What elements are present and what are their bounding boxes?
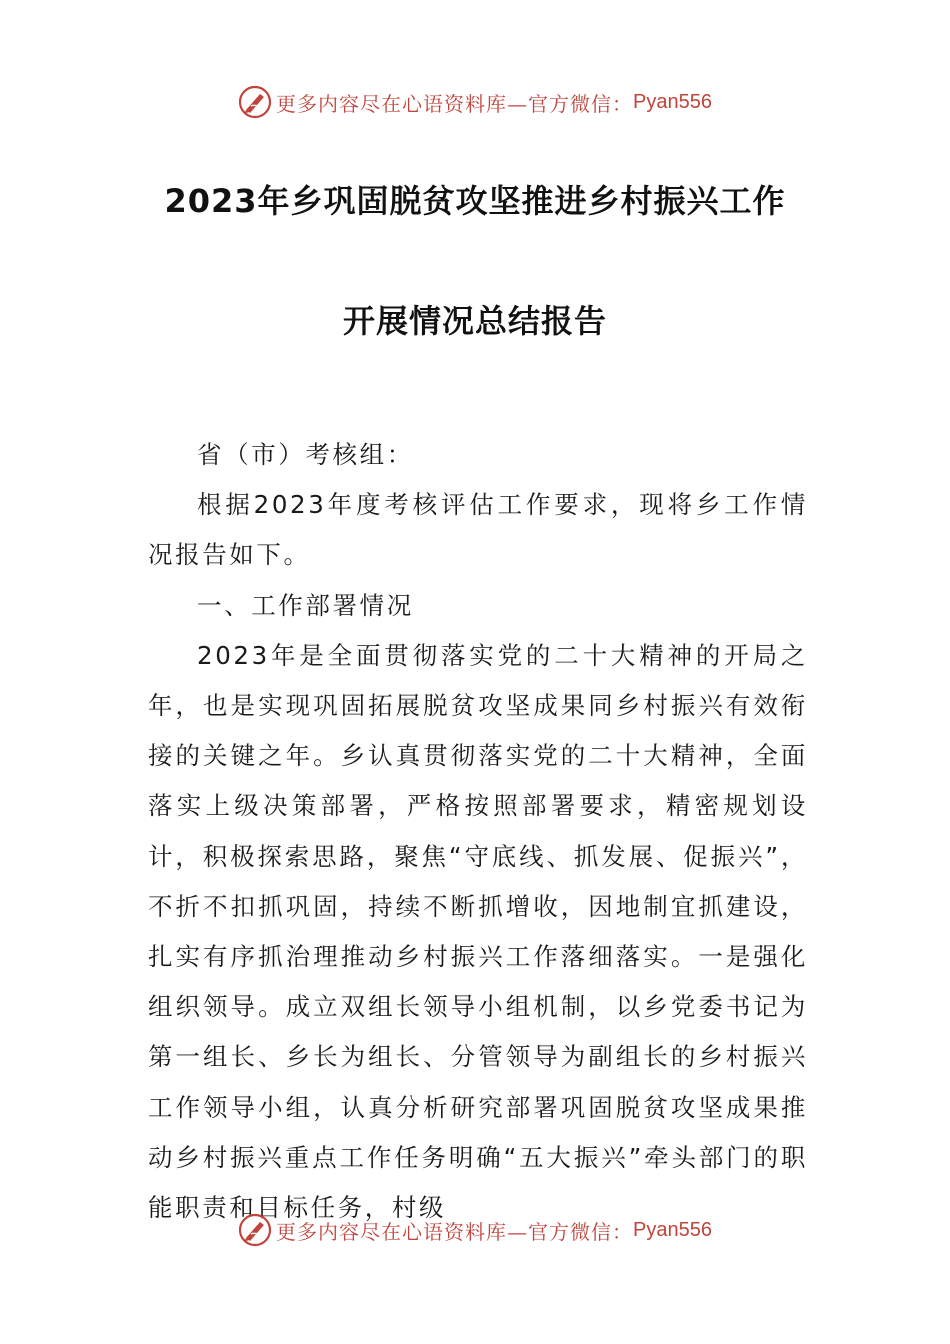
pen-logo-icon bbox=[238, 85, 272, 119]
watermark-footer bbox=[0, 1210, 950, 1250]
section-paragraph: 2023年是全面贯彻落实党的二十大精神的开局之年，也是实现巩固拓展脱贫攻坚成果同乡村振兴有效衔接的关键之年。乡认真贯彻落实党的二十大精神，全面落实上级决策部署，严格按照部署要求，精密规划设计，积极探索思路，聚焦“守底线、抓发展、促振兴”，不折不扣抓巩固，持续不断抓增收，因地制宜抓建设，扎实有序抓治理推动乡村振兴工作落细落实。一是强化组织领导。成立双组长领导小组机制，以乡党委书记为第一组长、乡长为组长、分管领导为副组长的乡村振兴工作领导小组，认真分析研究部署巩固脱贫攻坚成果推动乡村振兴重点工作任务明确“五大振兴”牵头部门的职能职责和目标任务，村级 bbox=[148, 640, 808, 1223]
watermark-wechat-id: Pyan556 bbox=[633, 1218, 712, 1241]
watermark-text: 更多内容尽在心语资料库—官方微信： bbox=[276, 91, 634, 116]
document-body bbox=[148, 430, 808, 1233]
document-title-line2: 开展情况总结报告 bbox=[342, 302, 607, 340]
watermark-wechat-id: Pyan556 bbox=[633, 90, 712, 113]
section-heading: 一、工作部署情况 bbox=[197, 590, 414, 620]
watermark-text: 更多内容尽在心语资料库—官方微信： bbox=[276, 1219, 634, 1244]
watermark-header bbox=[0, 82, 950, 122]
document-title-line1: 2023年乡巩固脱贫攻坚推进乡村振兴工作 bbox=[164, 182, 786, 220]
intro-paragraph: 根据2023年度考核评估工作要求，现将乡工作情况报告如下。 bbox=[148, 490, 808, 570]
pen-logo-icon bbox=[238, 1213, 272, 1247]
salutation: 省（市）考核组： bbox=[197, 440, 414, 469]
